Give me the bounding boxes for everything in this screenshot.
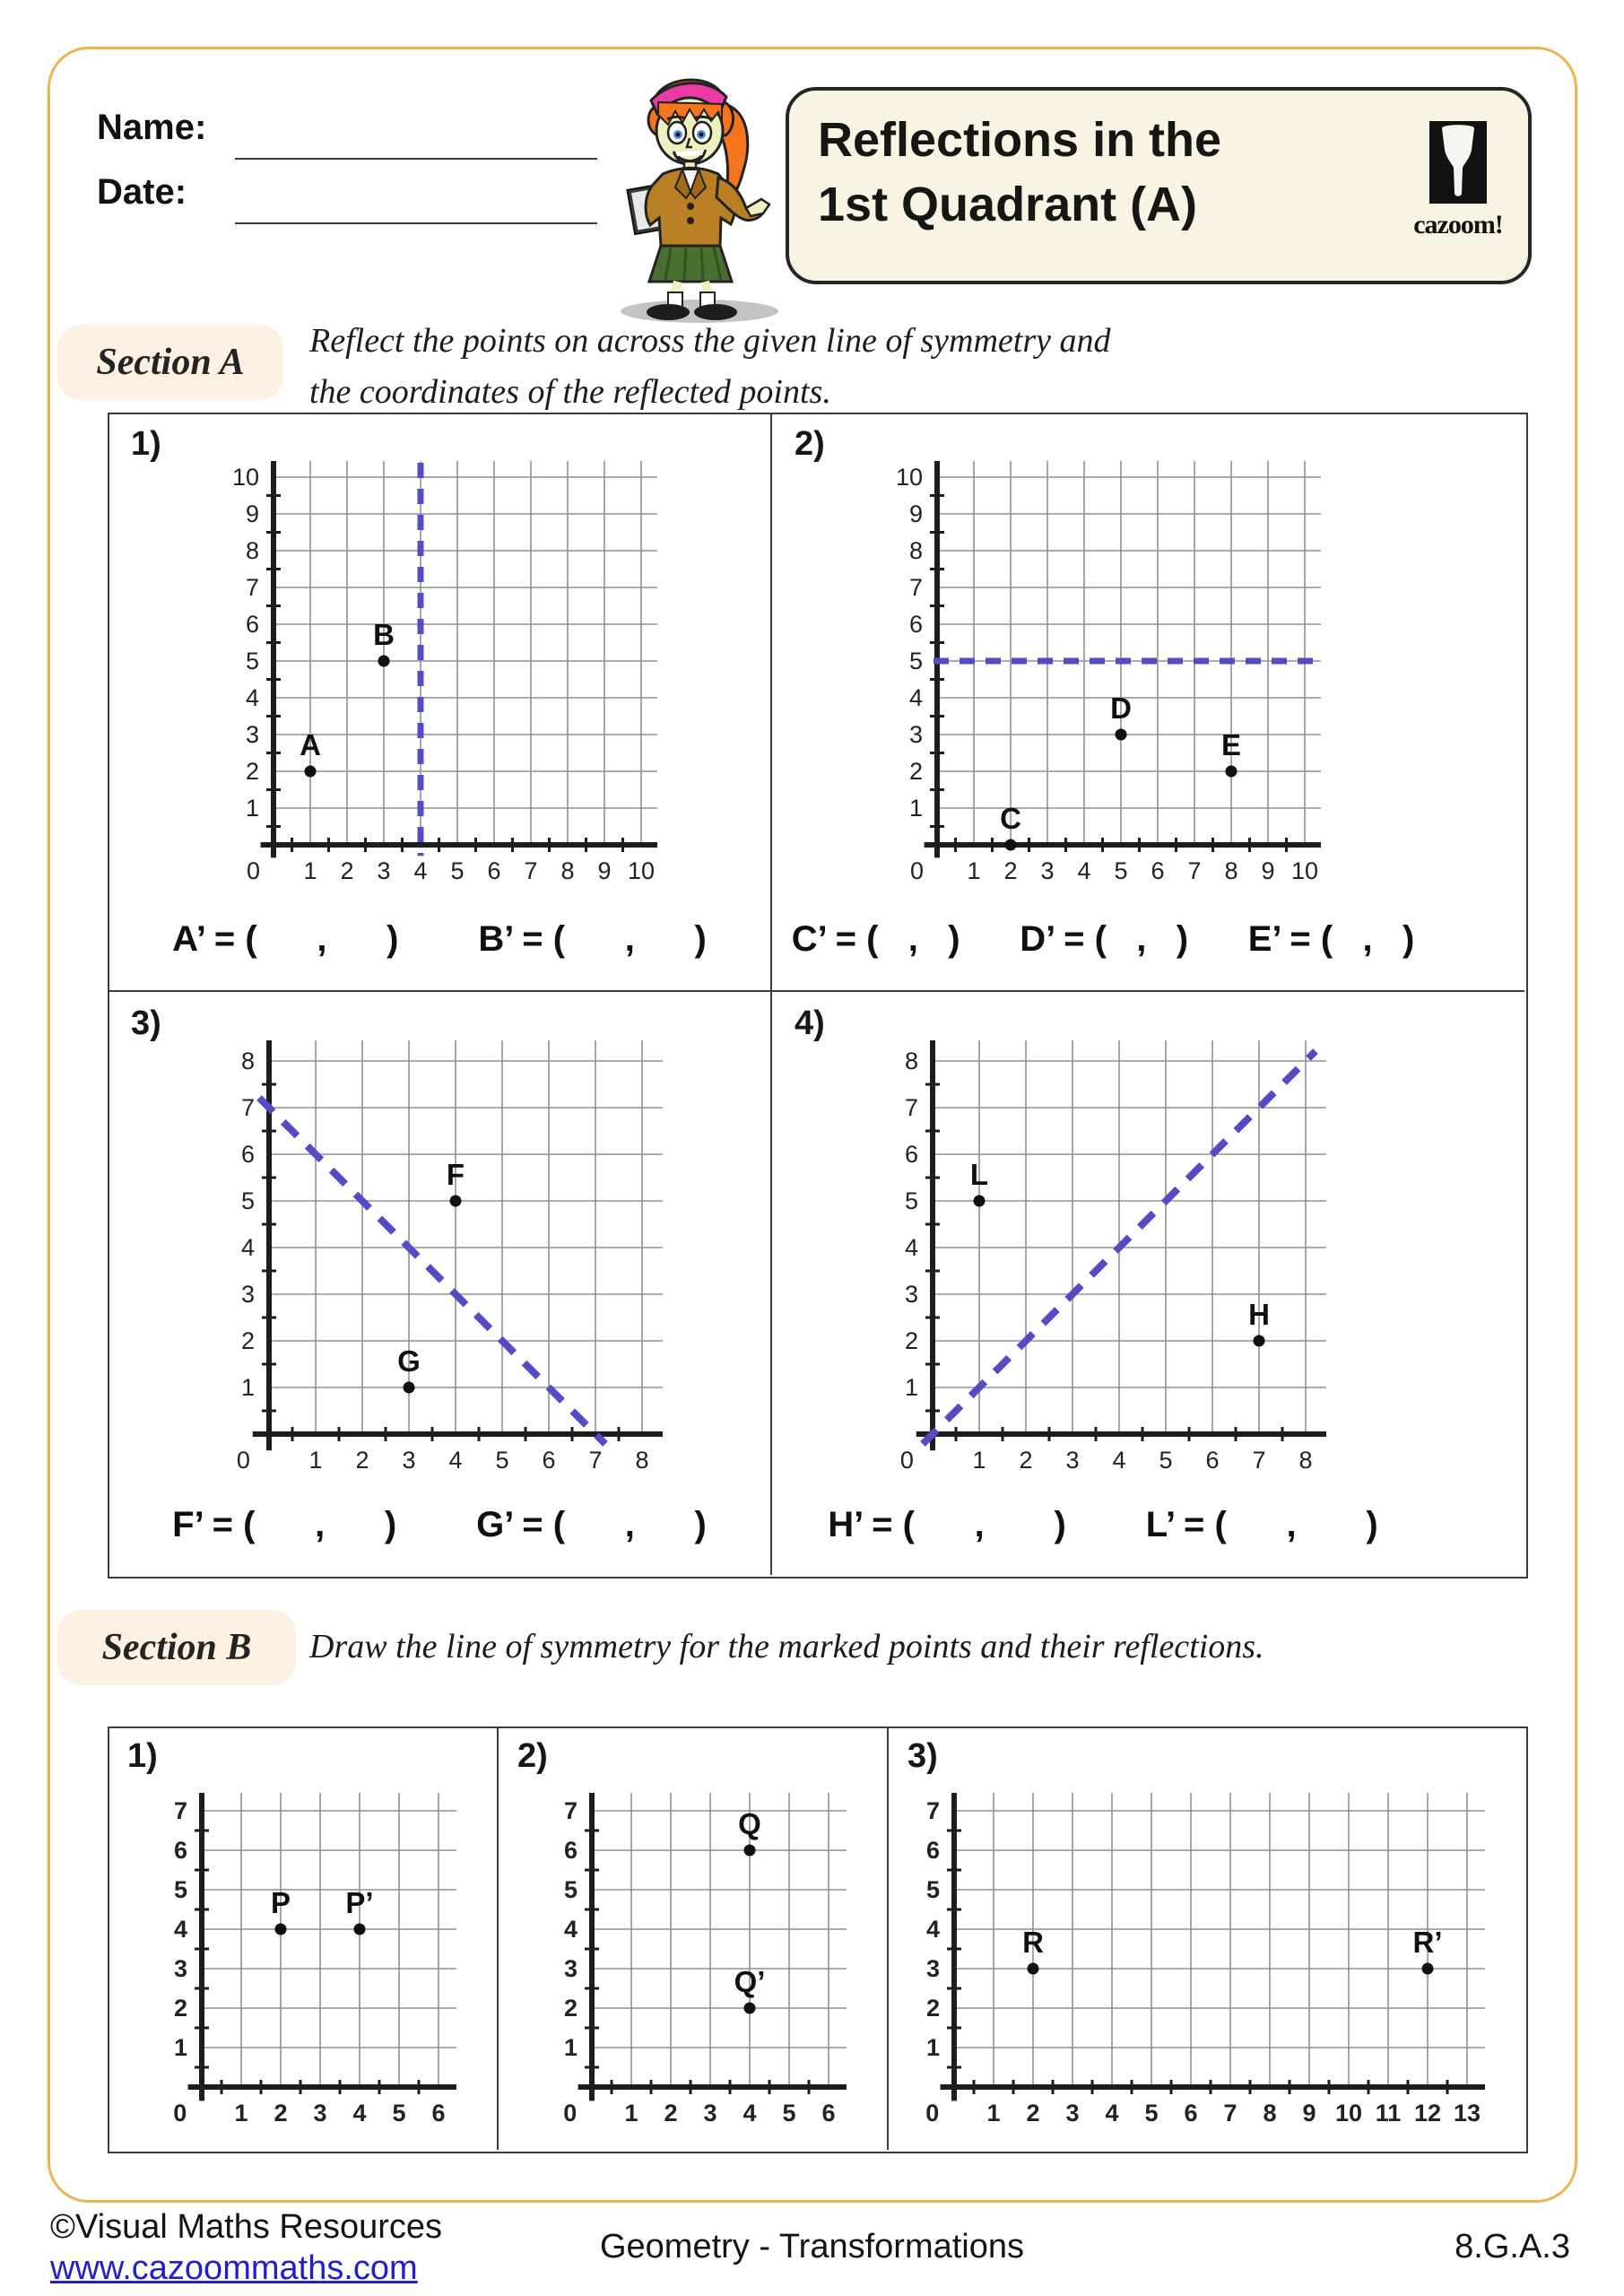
svg-text:6: 6 [1205, 1447, 1220, 1474]
svg-text:4: 4 [1112, 1447, 1126, 1474]
svg-text:5: 5 [925, 1876, 940, 1903]
svg-text:0: 0 [899, 1447, 914, 1474]
problem-b1-number: 1) [127, 1737, 158, 1775]
svg-text:2: 2 [904, 1327, 918, 1354]
problem-b1-cell [108, 1726, 498, 2150]
answer-blanks-a3[interactable]: F’ = ( , ) G’ = ( , ) [172, 1505, 707, 1544]
svg-text:4: 4 [908, 684, 923, 711]
svg-text:2: 2 [274, 2100, 288, 2126]
coordinate-grid-a1 [218, 452, 661, 896]
footer-standard: 8.G.A.3 [1455, 2228, 1570, 2266]
cazoom-logo-text: cazoom! [1413, 210, 1503, 239]
student-illustration [599, 52, 796, 326]
svg-text:6: 6 [431, 2100, 446, 2126]
problem-a3-cell [108, 992, 771, 1574]
svg-text:6: 6 [904, 1141, 918, 1168]
svg-text:3: 3 [173, 1955, 187, 1982]
svg-text:8: 8 [1298, 1447, 1313, 1474]
svg-text:0: 0 [173, 2100, 187, 2126]
svg-text:0: 0 [925, 2100, 940, 2126]
svg-text:C: C [1000, 802, 1021, 835]
svg-text:10: 10 [231, 464, 259, 491]
svg-text:4: 4 [240, 1234, 255, 1261]
svg-text:H: H [1248, 1298, 1270, 1331]
svg-text:5: 5 [782, 2100, 796, 2126]
svg-text:2: 2 [925, 1995, 940, 2022]
svg-text:1: 1 [986, 2100, 1001, 2126]
svg-text:1: 1 [303, 857, 317, 884]
svg-text:B: B [373, 618, 395, 651]
svg-text:4: 4 [448, 1447, 463, 1474]
worksheet-title: Reflections in the 1st Quadrant (A) [818, 113, 1222, 231]
problem-b2-number: 2) [517, 1737, 548, 1775]
date-field-line[interactable] [235, 222, 597, 224]
svg-text:1: 1 [308, 1447, 323, 1474]
svg-text:7: 7 [173, 1797, 187, 1824]
svg-text:7: 7 [908, 574, 923, 601]
svg-text:4: 4 [352, 2100, 367, 2126]
problem-a1-cell [108, 413, 771, 991]
svg-text:4: 4 [743, 2100, 757, 2126]
svg-text:5: 5 [904, 1187, 918, 1214]
coordinate-grid-b1 [146, 1784, 460, 2138]
svg-text:3: 3 [925, 1955, 940, 1982]
date-label: Date: [97, 172, 187, 212]
svg-text:5: 5 [908, 648, 923, 674]
svg-text:0: 0 [236, 1447, 250, 1474]
svg-text:3: 3 [904, 1281, 918, 1308]
svg-text:1: 1 [908, 795, 923, 822]
svg-text:1: 1 [925, 2034, 940, 2061]
svg-text:4: 4 [925, 1916, 940, 1943]
svg-text:9: 9 [245, 500, 259, 527]
svg-text:3: 3 [240, 1281, 255, 1308]
svg-text:9: 9 [1261, 857, 1275, 884]
svg-text:2: 2 [240, 1327, 255, 1354]
problem-a4-number: 4) [795, 1004, 825, 1042]
svg-text:9: 9 [1302, 2100, 1316, 2126]
svg-text:Q’: Q’ [734, 1965, 766, 1998]
svg-text:5: 5 [563, 1876, 578, 1903]
svg-text:4: 4 [1077, 857, 1091, 884]
answer-blanks-a2[interactable]: C’ = ( , ) D’ = ( , ) E’ = ( , ) [791, 919, 1415, 959]
svg-text:5: 5 [240, 1187, 255, 1214]
svg-text:3: 3 [908, 721, 923, 748]
svg-text:R: R [1022, 1926, 1044, 1959]
svg-text:3: 3 [1065, 2100, 1080, 2126]
svg-text:3: 3 [1065, 1447, 1080, 1474]
svg-text:P’: P’ [345, 1886, 374, 1919]
section-a-pill [57, 325, 283, 400]
svg-text:8: 8 [245, 537, 259, 564]
svg-text:6: 6 [563, 1837, 578, 1864]
svg-text:3: 3 [563, 1955, 578, 1982]
svg-text:P: P [270, 1886, 291, 1919]
svg-text:8: 8 [908, 537, 923, 564]
svg-text:1: 1 [234, 2100, 248, 2126]
problem-b2-cell [498, 1726, 888, 2150]
svg-text:7: 7 [524, 857, 538, 884]
svg-text:7: 7 [240, 1094, 255, 1121]
svg-text:5: 5 [1114, 857, 1128, 884]
svg-text:13: 13 [1453, 2100, 1481, 2126]
svg-text:6: 6 [908, 611, 923, 638]
svg-text:7: 7 [1252, 1447, 1266, 1474]
svg-text:1: 1 [245, 795, 259, 822]
svg-text:5: 5 [1144, 2100, 1159, 2126]
svg-text:7: 7 [925, 1797, 940, 1824]
svg-text:2: 2 [245, 758, 259, 785]
svg-text:6: 6 [245, 611, 259, 638]
svg-text:1: 1 [972, 1447, 986, 1474]
svg-text:10: 10 [1334, 2100, 1363, 2126]
svg-text:9: 9 [908, 500, 923, 527]
svg-text:2: 2 [563, 1995, 578, 2022]
cazoom-logo [1404, 121, 1512, 240]
svg-text:2: 2 [355, 1447, 369, 1474]
svg-text:6: 6 [487, 857, 501, 884]
footer-topic: Geometry - Transformations [599, 2228, 1025, 2266]
svg-text:5: 5 [245, 648, 259, 674]
svg-text:8: 8 [904, 1048, 918, 1074]
svg-text:4: 4 [563, 1916, 578, 1943]
footer-copyright: ©Visual Maths Resources [50, 2208, 443, 2246]
svg-text:4: 4 [413, 857, 428, 884]
svg-text:1: 1 [563, 2034, 578, 2061]
problem-b3-cell [888, 1726, 1524, 2150]
problem-a4-cell [771, 992, 1435, 1574]
svg-text:4: 4 [173, 1916, 187, 1943]
coordinate-grid-a3 [213, 1031, 666, 1485]
svg-text:2: 2 [1003, 857, 1018, 884]
coordinate-grid-a2 [881, 452, 1324, 896]
svg-text:5: 5 [450, 857, 465, 884]
section-b-label: Section B [101, 1627, 252, 1668]
svg-text:3: 3 [377, 857, 391, 884]
svg-text:2: 2 [1019, 1447, 1033, 1474]
answer-blanks-a1[interactable]: A’ = ( , ) B’ = ( , ) [172, 919, 707, 959]
svg-text:L: L [969, 1158, 989, 1191]
problem-a2-cell [771, 413, 1435, 991]
cazoom-drum-icon [1429, 121, 1487, 204]
svg-text:4: 4 [245, 684, 259, 711]
section-a-instruction: Reflect the points on across the given line of symmetry and the coordinates of the reflected points. [309, 322, 1111, 411]
svg-text:6: 6 [925, 1837, 940, 1864]
svg-text:A: A [300, 728, 321, 761]
svg-text:E: E [1220, 728, 1242, 761]
coordinate-grid-b3 [899, 1784, 1489, 2138]
svg-text:8: 8 [1263, 2100, 1277, 2126]
problem-a3-number: 3) [131, 1004, 161, 1042]
svg-text:8: 8 [635, 1447, 649, 1474]
section-b-pill [57, 1610, 296, 1685]
svg-text:3: 3 [313, 2100, 327, 2126]
svg-text:3: 3 [402, 1447, 416, 1474]
svg-text:6: 6 [1184, 2100, 1198, 2126]
svg-text:8: 8 [560, 857, 575, 884]
svg-text:7: 7 [563, 1797, 578, 1824]
section-b-instruction: Draw the line of symmetry for the marked points and their reflections. [309, 1628, 1264, 1665]
problem-b3-number: 3) [908, 1737, 938, 1775]
svg-text:6: 6 [240, 1141, 255, 1168]
svg-text:6: 6 [1151, 857, 1165, 884]
svg-text:5: 5 [1159, 1447, 1173, 1474]
svg-text:D: D [1110, 691, 1132, 725]
svg-text:5: 5 [392, 2100, 406, 2126]
svg-text:8: 8 [240, 1048, 255, 1074]
svg-text:11: 11 [1375, 2100, 1402, 2126]
coordinate-grid-a4 [877, 1031, 1330, 1485]
svg-text:8: 8 [1224, 857, 1238, 884]
svg-text:1: 1 [624, 2100, 638, 2126]
svg-text:2: 2 [664, 2100, 678, 2126]
svg-text:10: 10 [895, 464, 923, 491]
svg-text:1: 1 [967, 857, 981, 884]
svg-text:1: 1 [904, 1374, 918, 1401]
svg-text:0: 0 [246, 857, 261, 884]
svg-text:3: 3 [245, 721, 259, 748]
problem-a1-number: 1) [131, 425, 161, 463]
svg-text:2: 2 [340, 857, 354, 884]
svg-text:7: 7 [1223, 2100, 1238, 2126]
svg-text:2: 2 [1026, 2100, 1040, 2126]
section-a-label: Section A [96, 342, 245, 383]
svg-text:12: 12 [1413, 2100, 1442, 2126]
svg-text:6: 6 [821, 2100, 836, 2126]
svg-text:4: 4 [904, 1234, 918, 1261]
svg-text:3: 3 [1040, 857, 1055, 884]
svg-text:2: 2 [908, 758, 923, 785]
coordinate-grid-b2 [536, 1784, 850, 2138]
svg-text:1: 1 [240, 1374, 255, 1401]
svg-text:2: 2 [173, 1995, 187, 2022]
svg-text:7: 7 [588, 1447, 603, 1474]
svg-text:7: 7 [904, 1094, 918, 1121]
svg-text:6: 6 [173, 1837, 187, 1864]
svg-text:10: 10 [1290, 857, 1319, 884]
svg-text:10: 10 [627, 857, 656, 884]
svg-text:5: 5 [495, 1447, 509, 1474]
svg-text:R’: R’ [1412, 1926, 1443, 1959]
svg-text:9: 9 [597, 857, 612, 884]
svg-text:3: 3 [703, 2100, 717, 2126]
name-field-line[interactable] [235, 158, 597, 160]
footer-website-link[interactable]: www.cazoommaths.com [50, 2249, 418, 2287]
problem-a2-number: 2) [795, 425, 825, 463]
svg-text:G: G [397, 1344, 421, 1378]
answer-blanks-a4[interactable]: H’ = ( , ) L’ = ( , ) [828, 1505, 1378, 1544]
svg-text:5: 5 [173, 1876, 187, 1903]
svg-text:6: 6 [542, 1447, 556, 1474]
svg-text:7: 7 [245, 574, 259, 601]
svg-text:1: 1 [173, 2034, 187, 2061]
name-label: Name: [97, 108, 207, 147]
svg-text:F: F [446, 1158, 465, 1191]
svg-text:0: 0 [563, 2100, 578, 2126]
svg-text:7: 7 [1187, 857, 1202, 884]
svg-text:4: 4 [1105, 2100, 1119, 2126]
svg-text:Q: Q [738, 1807, 761, 1840]
svg-text:0: 0 [909, 857, 925, 884]
